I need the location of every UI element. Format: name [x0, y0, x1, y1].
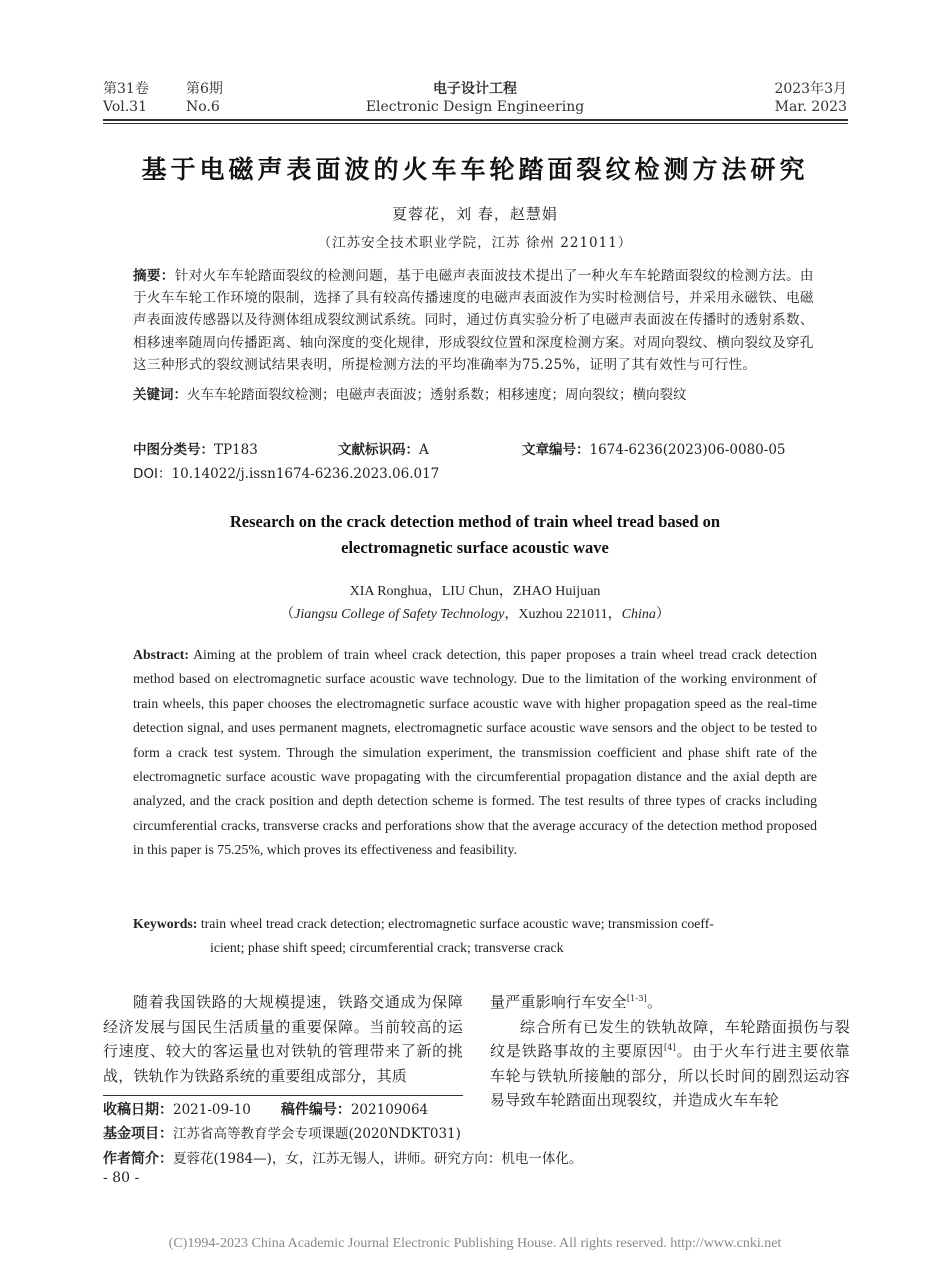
abstract-cn-label: 摘要：: [133, 268, 175, 284]
keywords-cn-label: 关键词：: [133, 387, 187, 403]
date-cn: 2023年3月: [774, 81, 847, 97]
doi-row: [133, 464, 819, 484]
paper-title-en-line1: Research on the crack detection method of train wheel tread based on: [229, 512, 721, 531]
keywords-cn-text: 火车车轮踏面裂纹检测；电磁声表面波；透射系数；相移速度；周向裂纹；横向裂纹: [187, 387, 687, 403]
article-number: [522, 440, 786, 460]
journal-name-cn: 电子设计工程: [433, 81, 517, 97]
affil-city: ，Xuzhou 221011，: [504, 607, 622, 622]
doi-label: DOI：: [133, 466, 172, 482]
manuscript-value: 202109064: [350, 1102, 429, 1118]
issue-cn: 第6期: [186, 81, 223, 97]
doi: [133, 464, 439, 484]
body-right-column: [490, 990, 850, 1113]
date-en: Mar. 2023: [774, 99, 847, 115]
abstract-cn: [133, 265, 819, 376]
affil-institution: Jiangsu College of Safety Technology: [294, 607, 505, 622]
doc-code-label: 文献标识码：: [338, 442, 419, 458]
volume-cn: 第31卷: [103, 81, 149, 97]
second-para-b: 。由于火车行进主要依靠车轮与铁轨所接触的部分，所以长时间的剧烈运动容易导致车轮踏面出现裂纹，并造成火车车轮: [490, 1042, 850, 1110]
footnote-rule: [103, 1095, 463, 1096]
fund-project: [103, 1124, 461, 1144]
bio-label: 作者简介：: [103, 1151, 173, 1167]
page-number: - 80 -: [103, 1170, 140, 1186]
keywords-en-line1: train wheel tread crack detection; electromagnetic surface acoustic wave; transmission coeff-: [197, 916, 714, 931]
bio-value: 夏蓉花(1984—)，女，江苏无锡人，讲师。研究方向：机电一体化。: [173, 1151, 583, 1167]
paper-title-en: [0, 509, 950, 561]
affil-open: （: [280, 607, 295, 622]
affil-close: ）: [655, 607, 670, 622]
issue-en: No.6: [186, 99, 220, 115]
doi-value: 10.14022/j.issn1674-6236.2023.06.017: [171, 466, 440, 482]
article-number-label: 文章编号：: [522, 442, 590, 458]
received-date: [103, 1100, 428, 1120]
second-paragraph: [490, 1015, 850, 1113]
authors-en: XIA Ronghua，LIU Chun，ZHAO Huijuan: [349, 584, 601, 599]
header-rule-thick: [103, 119, 848, 121]
keywords-en-label: Keywords:: [133, 916, 198, 931]
intro-cont-text: 量严重影响行车安全: [490, 993, 627, 1011]
header-rule-thin: [103, 123, 848, 124]
fund-value: 江苏省高等教育学会专项课题(2020NDKT031): [173, 1126, 461, 1142]
clc-number: [133, 440, 258, 460]
citation-1-3: [1-3]: [626, 994, 647, 1003]
intro-paragraph-cont: [490, 990, 850, 1015]
doc-code-value: A: [419, 442, 429, 458]
article-number-value: 1674-6236(2023)06-0080-05: [589, 442, 786, 458]
manuscript-label: 稿件编号：: [280, 1102, 351, 1118]
second-para-a: 综合所有已发生的铁轨故障，车轮踏面损伤与裂纹是铁路事故的主要原因: [490, 1017, 850, 1061]
author-bio: [103, 1149, 582, 1169]
paper-title-en-line2: electromagnetic surface acoustic wave: [341, 538, 609, 557]
affiliation-cn: （江苏安全技术职业学院，江苏 徐州 221011）: [317, 235, 633, 251]
clc-label: 中图分类号：: [133, 442, 214, 458]
paper-title-cn: 基于电磁声表面波的火车车轮踏面裂纹检测方法研究: [141, 155, 809, 184]
classification-row: [133, 440, 819, 460]
affiliation-en: [0, 603, 950, 623]
received-value: 2021-09-10: [173, 1102, 251, 1118]
keywords-en: [133, 912, 817, 961]
document-code: [338, 440, 429, 460]
abstract-en-text: Aiming at the problem of train wheel crack detection, this paper proposes a train wheel tread crack detection method based on electromagnetic surface acoustic wave technology. Due to the limitation of the working environment of train wheels, this paper chooses the electromagnetic surface acoustic wave with higher propagation speed as the real-time detection signal, and uses permanent magnets, electromagnetic surface acoustic wave sensors and the object to be tested to form a crack test system. Through the simulation experiment, the transmission coefficient and phase shift rate of the electromagnetic surface acoustic wave propagating with the circumferential propagation distance and the axial depth are analyzed, and the crack position and depth detection scheme is formed. The test results of three types of cracks including circumferential cracks, transverse cracks and perforations show that the average accuracy of the detection method proposed in this paper is 75.25%, which proves its effectiveness and feasibility.: [133, 647, 817, 858]
fund-label: 基金项目：: [103, 1126, 173, 1142]
body-left-column: [103, 990, 463, 1088]
keywords-en-line2: icient; phase shift speed; circumferential crack; transverse crack: [210, 940, 564, 956]
received-label: 收稿日期：: [103, 1102, 173, 1118]
keywords-cn: [133, 385, 819, 405]
intro-cont-end: 。: [646, 993, 663, 1011]
citation-4: [4]: [664, 1043, 676, 1053]
volume-en: Vol.31: [103, 99, 147, 115]
clc-value: TP183: [214, 442, 258, 458]
authors-cn: 夏蓉花，刘 春，赵慧娟: [392, 205, 558, 223]
copyright-footer: (C)1994-2023 China Academic Journal Electronic Publishing House. All rights reserved. http://www.cnki.net: [168, 1236, 782, 1251]
affil-country: China: [621, 607, 656, 622]
abstract-en: [133, 643, 817, 863]
journal-name-en: Electronic Design Engineering: [365, 99, 585, 115]
intro-paragraph: 随着我国铁路的大规模提速，铁路交通成为保障经济发展与国民生活质量的重要保障。当前较高的运行速度、较大的客运量也对铁轨的管理带来了新的挑战，铁轨作为铁路系统的重要组成部分，其质: [103, 993, 463, 1085]
abstract-en-label: Abstract:: [133, 647, 189, 662]
abstract-cn-text: 针对火车车轮踏面裂纹的检测问题，基于电磁声表面波技术提出了一种火车车轮踏面裂纹的检测方法。由于火车车轮工作环境的限制，选择了具有较高传播速度的电磁声表面波作为实时检测信号，并采用永磁铁、电磁声表面波传感器以及待测体组成裂纹测试系统。同时，通过仿真实验分析了电磁声表面波在传播时的透射系数、相移速率随周向传播距离、轴向深度的变化规律，形成裂纹位置和深度检测方案。对周向裂纹、横向裂纹及穿孔这三种形式的裂纹测试结果表明，所提检测方法的平均准确率为75.25%，证明了其有效性与可行性。: [133, 268, 814, 373]
